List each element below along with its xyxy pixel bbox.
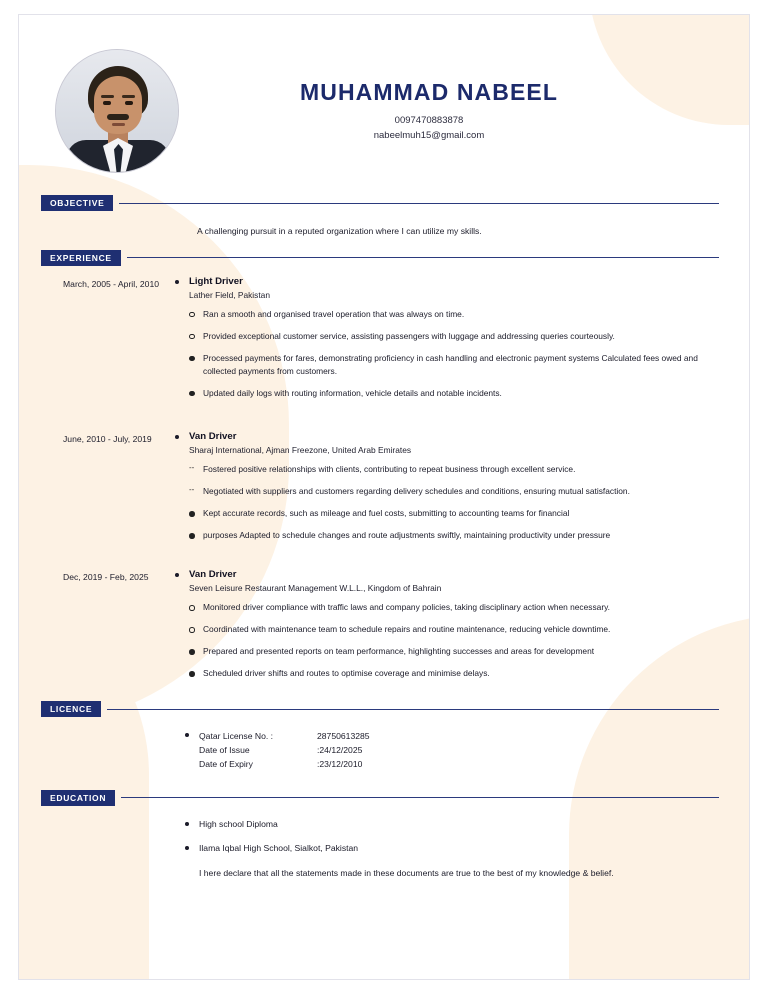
- job-title: Van Driver: [173, 569, 709, 580]
- licence-row: [79, 743, 709, 757]
- licence-value: :23/12/2010: [317, 759, 363, 770]
- job-bullet: -- Fostered positive relationships with clients, contributing to repeat business through excellent service.: [173, 463, 709, 476]
- section-title-experience: EXPERIENCE: [41, 250, 121, 266]
- section-title-objective: OBJECTIVE: [41, 195, 113, 211]
- job-bullet: Scheduled driver shifts and routes to optimise coverage and minimise delays.: [173, 667, 709, 680]
- education-item: High school Diploma: [79, 818, 709, 832]
- experience-details: [173, 559, 709, 689]
- section-divider: [107, 709, 719, 710]
- education-item: Ilama Iqbal High School, Sialkot, Pakistan: [79, 842, 709, 856]
- experience-dates: Dec, 2019 - Feb, 2025: [63, 572, 149, 583]
- job-title: Light Driver: [173, 276, 709, 287]
- contact-phone: 0097470883878: [394, 114, 464, 126]
- licence-value: :24/12/2025: [317, 745, 363, 756]
- education-details: [19, 806, 749, 891]
- section-title-education: EDUCATION: [41, 790, 115, 806]
- job-bullet: Ran a smooth and organised travel operation that was always on time.: [173, 308, 709, 321]
- licence-label: Date of Issue: [199, 745, 250, 756]
- resume-header: [19, 15, 749, 195]
- job-bullet: Kept accurate records, such as mileage and fuel costs, submitting to accounting teams for financial: [173, 507, 709, 520]
- job-bullet: Monitored driver compliance with traffic laws and company policies, taking disciplinary action when necessary.: [173, 601, 709, 614]
- resume-page: [18, 14, 750, 980]
- job-bullet: -- Negotiated with suppliers and customers regarding delivery schedules and conditions, ensuring mutual satisfaction.: [173, 485, 709, 498]
- avatar: [55, 49, 179, 173]
- experience-entry: [19, 266, 749, 409]
- section-divider: [121, 797, 719, 798]
- declaration-text: I here declare that all the statements made in these documents are true to the best of my knowledge & belief.: [199, 868, 614, 879]
- licence-label: Qatar License No. :: [199, 731, 274, 742]
- page-title: MUHAMMAD NABEEL: [300, 78, 558, 105]
- job-title: Van Driver: [173, 431, 709, 442]
- experience-dates: March, 2005 - April, 2010: [63, 278, 160, 289]
- job-bullet: purposes Adapted to schedule changes and route adjustments swiftly, maintaining productivity under pressure: [173, 529, 709, 542]
- job-organisation: Lather Field, Pakistan: [189, 289, 271, 300]
- objective-text: A challenging pursuit in a reputed organization where I can utilize my skills.: [197, 226, 482, 236]
- section-header-experience: [19, 250, 749, 266]
- contact-email[interactable]: nabeelmuh15@gmail.com: [373, 129, 485, 141]
- licence-details: [19, 717, 749, 782]
- job-bullet: Updated daily logs with routing information, vehicle details and notable incidents.: [173, 387, 709, 400]
- job-bullet: Coordinated with maintenance team to schedule repairs and routine maintenance, reducing vehicle downtime.: [173, 623, 709, 636]
- job-bullet: Processed payments for fares, demonstrating proficiency in cash handling and electronic payment systems Calculated fees owed and collected payments from customers.: [173, 352, 709, 378]
- licence-row: [79, 729, 709, 743]
- experience-dates: June, 2010 - July, 2019: [63, 433, 152, 444]
- experience-details: [173, 421, 709, 551]
- experience-entry: [19, 421, 749, 551]
- section-header-education: [19, 790, 749, 806]
- name-and-contact: [179, 79, 719, 143]
- section-divider: [127, 257, 719, 258]
- experience-details: [173, 266, 709, 409]
- section-divider: [119, 203, 719, 204]
- section-title-licence: LICENCE: [41, 701, 101, 717]
- licence-label: Date of Expiry: [199, 759, 253, 770]
- job-organisation: Seven Leisure Restaurant Management W.L.L., Kingdom of Bahrain: [189, 583, 442, 594]
- job-bullet: Prepared and presented reports on team performance, highlighting successes and areas for development: [173, 645, 709, 658]
- section-header-licence: [19, 701, 749, 717]
- licence-row: [79, 757, 709, 771]
- experience-entry: [19, 559, 749, 689]
- resume-content: [19, 15, 749, 891]
- licence-value: 28750613285: [317, 731, 370, 742]
- job-bullet: Provided exceptional customer service, assisting passengers with luggage and addressing queries courteously.: [173, 330, 709, 343]
- section-header-objective: [19, 195, 749, 211]
- job-organisation: Sharaj International, Ajman Freezone, United Arab Emirates: [189, 444, 412, 455]
